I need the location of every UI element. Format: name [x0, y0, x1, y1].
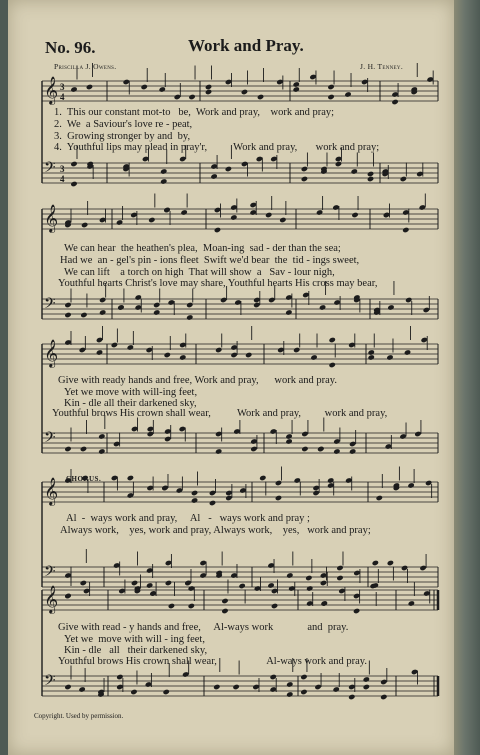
note-head [300, 674, 307, 680]
note-head [98, 433, 105, 439]
copyright-note: Copyright. Used by permission. [34, 712, 124, 720]
note-head [333, 686, 340, 692]
note-head [209, 500, 216, 506]
note-head [164, 352, 171, 358]
note-head [188, 94, 195, 100]
hymn-number: No. 96. [45, 38, 96, 57]
bass-clef-icon: 𝄢 [44, 429, 56, 450]
note-head [351, 168, 358, 174]
note-head [363, 684, 370, 690]
note-head [213, 684, 220, 690]
note-head [221, 598, 228, 604]
note-head [372, 560, 379, 566]
note-head [349, 448, 356, 454]
note-head [335, 161, 342, 167]
note-head [215, 448, 222, 454]
treble-clef-icon: 𝄞 [44, 585, 59, 613]
lyric-line: Kin - dle all their darkened sky, [64, 645, 208, 656]
note-head [111, 342, 118, 348]
treble-clef-icon: 𝄞 [44, 477, 59, 505]
note-head [286, 691, 293, 697]
chorus-label: CHORUS. [66, 475, 102, 483]
note-head [376, 495, 383, 501]
bass-clef-icon: 𝄢 [44, 563, 56, 584]
note-head [180, 209, 187, 215]
note-head [327, 94, 334, 100]
note-head [80, 312, 87, 318]
note-head [402, 227, 409, 233]
note-head [191, 497, 198, 503]
note-head [205, 89, 212, 95]
note-head [80, 580, 87, 586]
treble-clef-icon: 𝄞 [44, 204, 59, 232]
note-head [336, 575, 343, 581]
note-head [305, 575, 312, 581]
bass-clef-icon: 𝄢 [44, 159, 56, 180]
lyric-line: Always work, yes, work and pray, Always work, yes, work and pray; [60, 525, 371, 536]
note-head [210, 173, 217, 179]
note-head [99, 297, 106, 303]
note-head [367, 176, 374, 182]
note-head [351, 212, 358, 218]
lyric-line: Youthful hearts Christ's love may share, Youthful hearts His cross may bear, [58, 278, 378, 289]
lyric-line: Youthful brows His crown shall wear, Work and pray, work and pray, [52, 408, 388, 419]
note-head [165, 580, 172, 586]
note-head [317, 446, 324, 452]
note-head [293, 347, 300, 353]
note-head [363, 676, 370, 682]
note-head [348, 694, 355, 700]
note-head [64, 684, 71, 690]
note-head [205, 84, 212, 90]
time-signature: 4 [60, 174, 65, 184]
author-credit: Priscilla J. Owens. [54, 62, 117, 71]
note-head [336, 565, 343, 571]
note-head [186, 302, 193, 308]
note-head [160, 168, 167, 174]
note-head [301, 166, 308, 172]
note-head [387, 560, 394, 566]
lyric-line: 4. Youthful lips may plead in pray'r, Work and pray, work and pray; [54, 142, 380, 153]
lyric-line: Had we an - gel's pin - ions fleet Swift we'd bear the tid - ings sweet, [60, 255, 360, 266]
note-head [320, 580, 327, 586]
lyric-line: 1. This our constant mot-to be, Work and pray, work and pray; [54, 107, 335, 118]
note-head [160, 178, 167, 184]
note-head [225, 166, 232, 172]
note-head [310, 354, 317, 360]
time-signature: 3 [60, 164, 65, 174]
note-head [271, 603, 278, 609]
note-head [301, 176, 308, 182]
note-head [70, 161, 77, 167]
note-head [127, 344, 134, 350]
lyric-line: We can hear the heathen's plea, Moan-ing sad - der than the sea; [64, 243, 341, 254]
lyric-line: Al - ways work and pray, Al - ways work and pray ; [66, 513, 310, 524]
treble-clef-icon: 𝄞 [44, 339, 59, 367]
note-head [321, 600, 328, 606]
time-signature: 4 [60, 92, 65, 102]
lyric-line: Yet we move with will - ing feet, [64, 634, 205, 645]
note-head [146, 582, 153, 588]
note-head [64, 302, 71, 308]
note-head [285, 438, 292, 444]
note-head [400, 176, 407, 182]
note-head [70, 86, 77, 92]
note-head [387, 304, 394, 310]
note-head [367, 171, 374, 177]
note-head [241, 89, 248, 95]
note-head [329, 362, 336, 368]
note-head [64, 593, 71, 599]
note-head [214, 227, 221, 233]
lyric-line: Give with read - y hands and free, Al-ways work and pray. [58, 622, 349, 633]
note-head [232, 684, 239, 690]
bass-clef-icon: 𝄢 [44, 672, 56, 693]
bass-clef-icon: 𝄢 [44, 295, 56, 316]
note-head [327, 84, 334, 90]
lyric-line: Give with ready hands and free, Work and pray, work and pray. [58, 375, 337, 386]
note-head [64, 446, 71, 452]
note-head [391, 99, 398, 105]
note-head [163, 689, 170, 695]
note-head [353, 608, 360, 614]
note-head [141, 84, 148, 90]
note-head [148, 217, 155, 223]
note-head [130, 689, 137, 695]
note-head [70, 181, 77, 187]
treble-clef-icon: 𝄞 [44, 76, 59, 104]
note-head [179, 354, 186, 360]
note-head [319, 304, 326, 310]
lyric-line: Youthful brows His crown shall wear, Al-ways work and pray. [58, 656, 368, 667]
note-head [368, 354, 375, 360]
note-head [301, 446, 308, 452]
note-head [80, 446, 87, 452]
note-head [285, 433, 292, 439]
note-head [333, 448, 340, 454]
note-head [78, 686, 85, 692]
note-head [117, 304, 124, 310]
note-head [285, 309, 292, 315]
note-head [96, 349, 103, 355]
note-head [344, 91, 351, 97]
note-head [127, 475, 134, 481]
note-head [293, 81, 300, 87]
note-head [81, 222, 88, 228]
time-signature: 3 [60, 82, 65, 92]
note-head [368, 349, 375, 355]
note-head [86, 84, 93, 90]
lyric-line: 2. We a Saviour's love re - peat, [54, 119, 193, 130]
note-head [275, 480, 282, 486]
note-head [259, 475, 266, 481]
lyric-line: We can lift a torch on high That will show a Sav - lour nigh, [64, 267, 335, 278]
note-head [386, 354, 393, 360]
composer-credit: J. H. Tenney. [360, 62, 403, 71]
note-head [286, 572, 293, 578]
note-head [279, 217, 286, 223]
note-head [275, 495, 282, 501]
note-head [293, 86, 300, 92]
note-head [188, 603, 195, 609]
note-head [404, 349, 411, 355]
lyric-line: Yet we move with will-ing feet, [64, 387, 198, 398]
note-head [186, 314, 193, 320]
lyric-line: Kin - dle all their darkened sky, [64, 398, 197, 409]
note-head [168, 603, 175, 609]
note-head [265, 212, 272, 218]
hymn-title: Work and Pray. [188, 36, 304, 55]
note-head [257, 94, 264, 100]
note-head [267, 582, 274, 588]
note-head [238, 583, 245, 589]
note-head [380, 694, 387, 700]
note-head [230, 214, 237, 220]
note-head [286, 681, 293, 687]
note-head [131, 580, 138, 586]
note-head [116, 219, 123, 225]
note-head [221, 608, 228, 614]
note-head [153, 309, 160, 315]
note-head [215, 347, 222, 353]
note-head [245, 352, 252, 358]
note-head [153, 302, 160, 308]
note-head [99, 309, 106, 315]
note-head [408, 600, 415, 606]
note-head [64, 312, 71, 318]
note-head [329, 337, 336, 343]
note-head [98, 448, 105, 454]
note-head [300, 689, 307, 695]
lyric-line: 3. Growing stronger by and by, [54, 131, 191, 142]
note-head [316, 209, 323, 215]
note-head [306, 585, 313, 591]
note-head [191, 490, 198, 496]
note-head [159, 86, 166, 92]
note-head [407, 482, 414, 488]
